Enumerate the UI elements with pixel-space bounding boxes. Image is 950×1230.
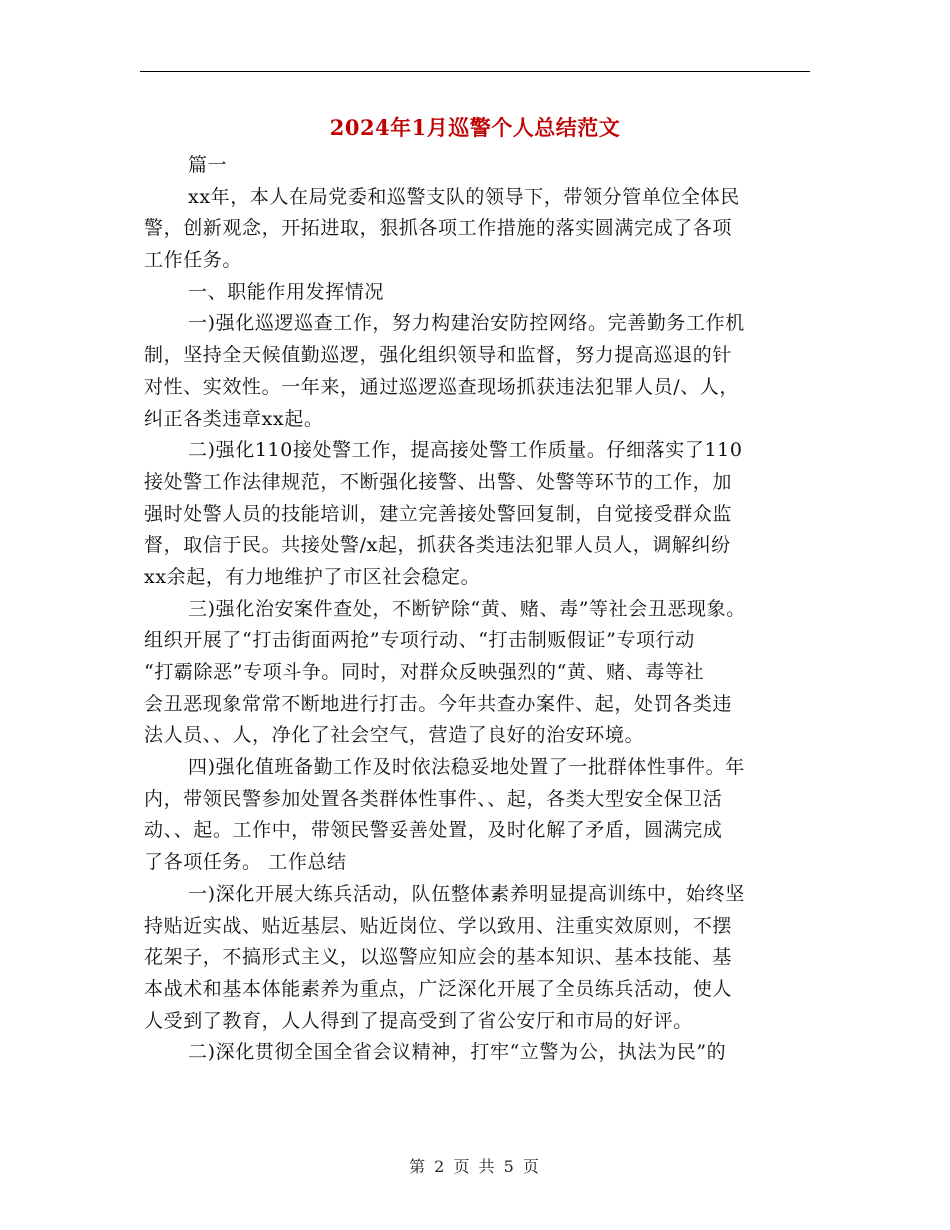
body-text-line: 三)强化治安案件查处，不断铲除“黄、赌、毒”等社会丑恶现象。 bbox=[188, 597, 746, 620]
body-text-line: 强时处警人员的技能培训，建立完善接处警回复制，自觉接受群众监 bbox=[144, 502, 733, 525]
body-text-line: 人受到了教育，人人得到了提高受到了省公安厅和市局的好评。 bbox=[144, 1009, 693, 1032]
body-text-line: 了各项任务。 工作总结 bbox=[144, 851, 347, 874]
body-text-line: 纠正各类违章xx起。 bbox=[144, 407, 324, 430]
body-text-line: 四)强化值班备勤工作及时依法稳妥地处置了一批群体性事件。年 bbox=[188, 756, 745, 779]
body-text-line: xx年，本人在局党委和巡警支队的领导下，带领分管单位全体民 bbox=[188, 185, 740, 208]
body-text-line: xx余起，有力地维护了市区社会稳定。 bbox=[144, 565, 481, 588]
body-text-line: 持贴近实战、贴近基层、贴近岗位、学以致用、注重实效原则，不摆 bbox=[144, 914, 733, 937]
body-text-line: 督，取信于民。共接处警/x起，抓获各类违法犯罪人员人，调解纠纷 bbox=[144, 534, 731, 557]
body-text-line: 对性、实效性。一年来，通过巡逻巡查现场抓获违法犯罪人员/、人， bbox=[144, 375, 740, 398]
body-text-line: 篇一 bbox=[188, 154, 228, 176]
body-text-line: 二)强化110接处警工作，提高接处警工作质量。仔细落实了110 bbox=[188, 439, 743, 462]
page-number-footer: 第 2 页 共 5 页 bbox=[409, 1157, 541, 1176]
body-text-line: 会丑恶现象常常不断地进行打击。今年共查办案件、起，处罚各类违 bbox=[144, 692, 733, 715]
body-text-line: 二)深化贯彻全国全省会议精神，打牢“立警为公，执法为民”的 bbox=[188, 1041, 727, 1064]
header-rule bbox=[140, 71, 810, 72]
body-text-line: 接处警工作法律规范，不断强化接警、出警、处警等环节的工作，加 bbox=[144, 470, 733, 493]
body-text-line: 法人员、、人，净化了社会空气，营造了良好的治安环境。 bbox=[144, 724, 645, 747]
body-text-line: 制，坚持全天候值勤巡逻，强化组织领导和监督，努力提高巡退的针 bbox=[144, 344, 733, 367]
body-text-line: 动、、起。工作中，带领民警妥善处置，及时化解了矛盾，圆满完成 bbox=[144, 819, 723, 842]
body-text-line: 组织开展了“打击街面两抢”专项行动、“打击制贩假证”专项行动 bbox=[144, 629, 695, 652]
body-text-line: 本战术和基本体能素养为重点，广泛深化开展了全员练兵活动，使人 bbox=[144, 977, 733, 1000]
body-text-line: 一、职能作用发挥情况 bbox=[188, 280, 385, 303]
document-body bbox=[140, 150, 820, 1069]
body-text-line: “打霸除恶”专项斗争。同时，对群众反映强烈的“黄、赌、毒等社 bbox=[144, 661, 705, 683]
body-text-line: 内，带领民警参加处置各类群体性事件、、起，各类大型安全保卫活 bbox=[144, 787, 723, 810]
body-text-line: 工作任务。 bbox=[144, 249, 243, 272]
body-text-line: 花架子，不搞形式主义，以巡警应知应会的基本知识、基本技能、基 bbox=[144, 946, 733, 969]
body-text-line: 一)深化开展大练兵活动，队伍整体素养明显提高训练中，始终坚 bbox=[188, 882, 745, 905]
document-title: 2024年1月巡警个人总结范文 bbox=[329, 115, 621, 140]
body-text-line: 警，创新观念，开拓进取，狠抓各项工作措施的落实圆满完成了各项 bbox=[144, 217, 733, 240]
body-text-line: 一)强化巡逻巡查工作，努力构建治安防控网络。完善勤务工作机 bbox=[188, 312, 745, 335]
